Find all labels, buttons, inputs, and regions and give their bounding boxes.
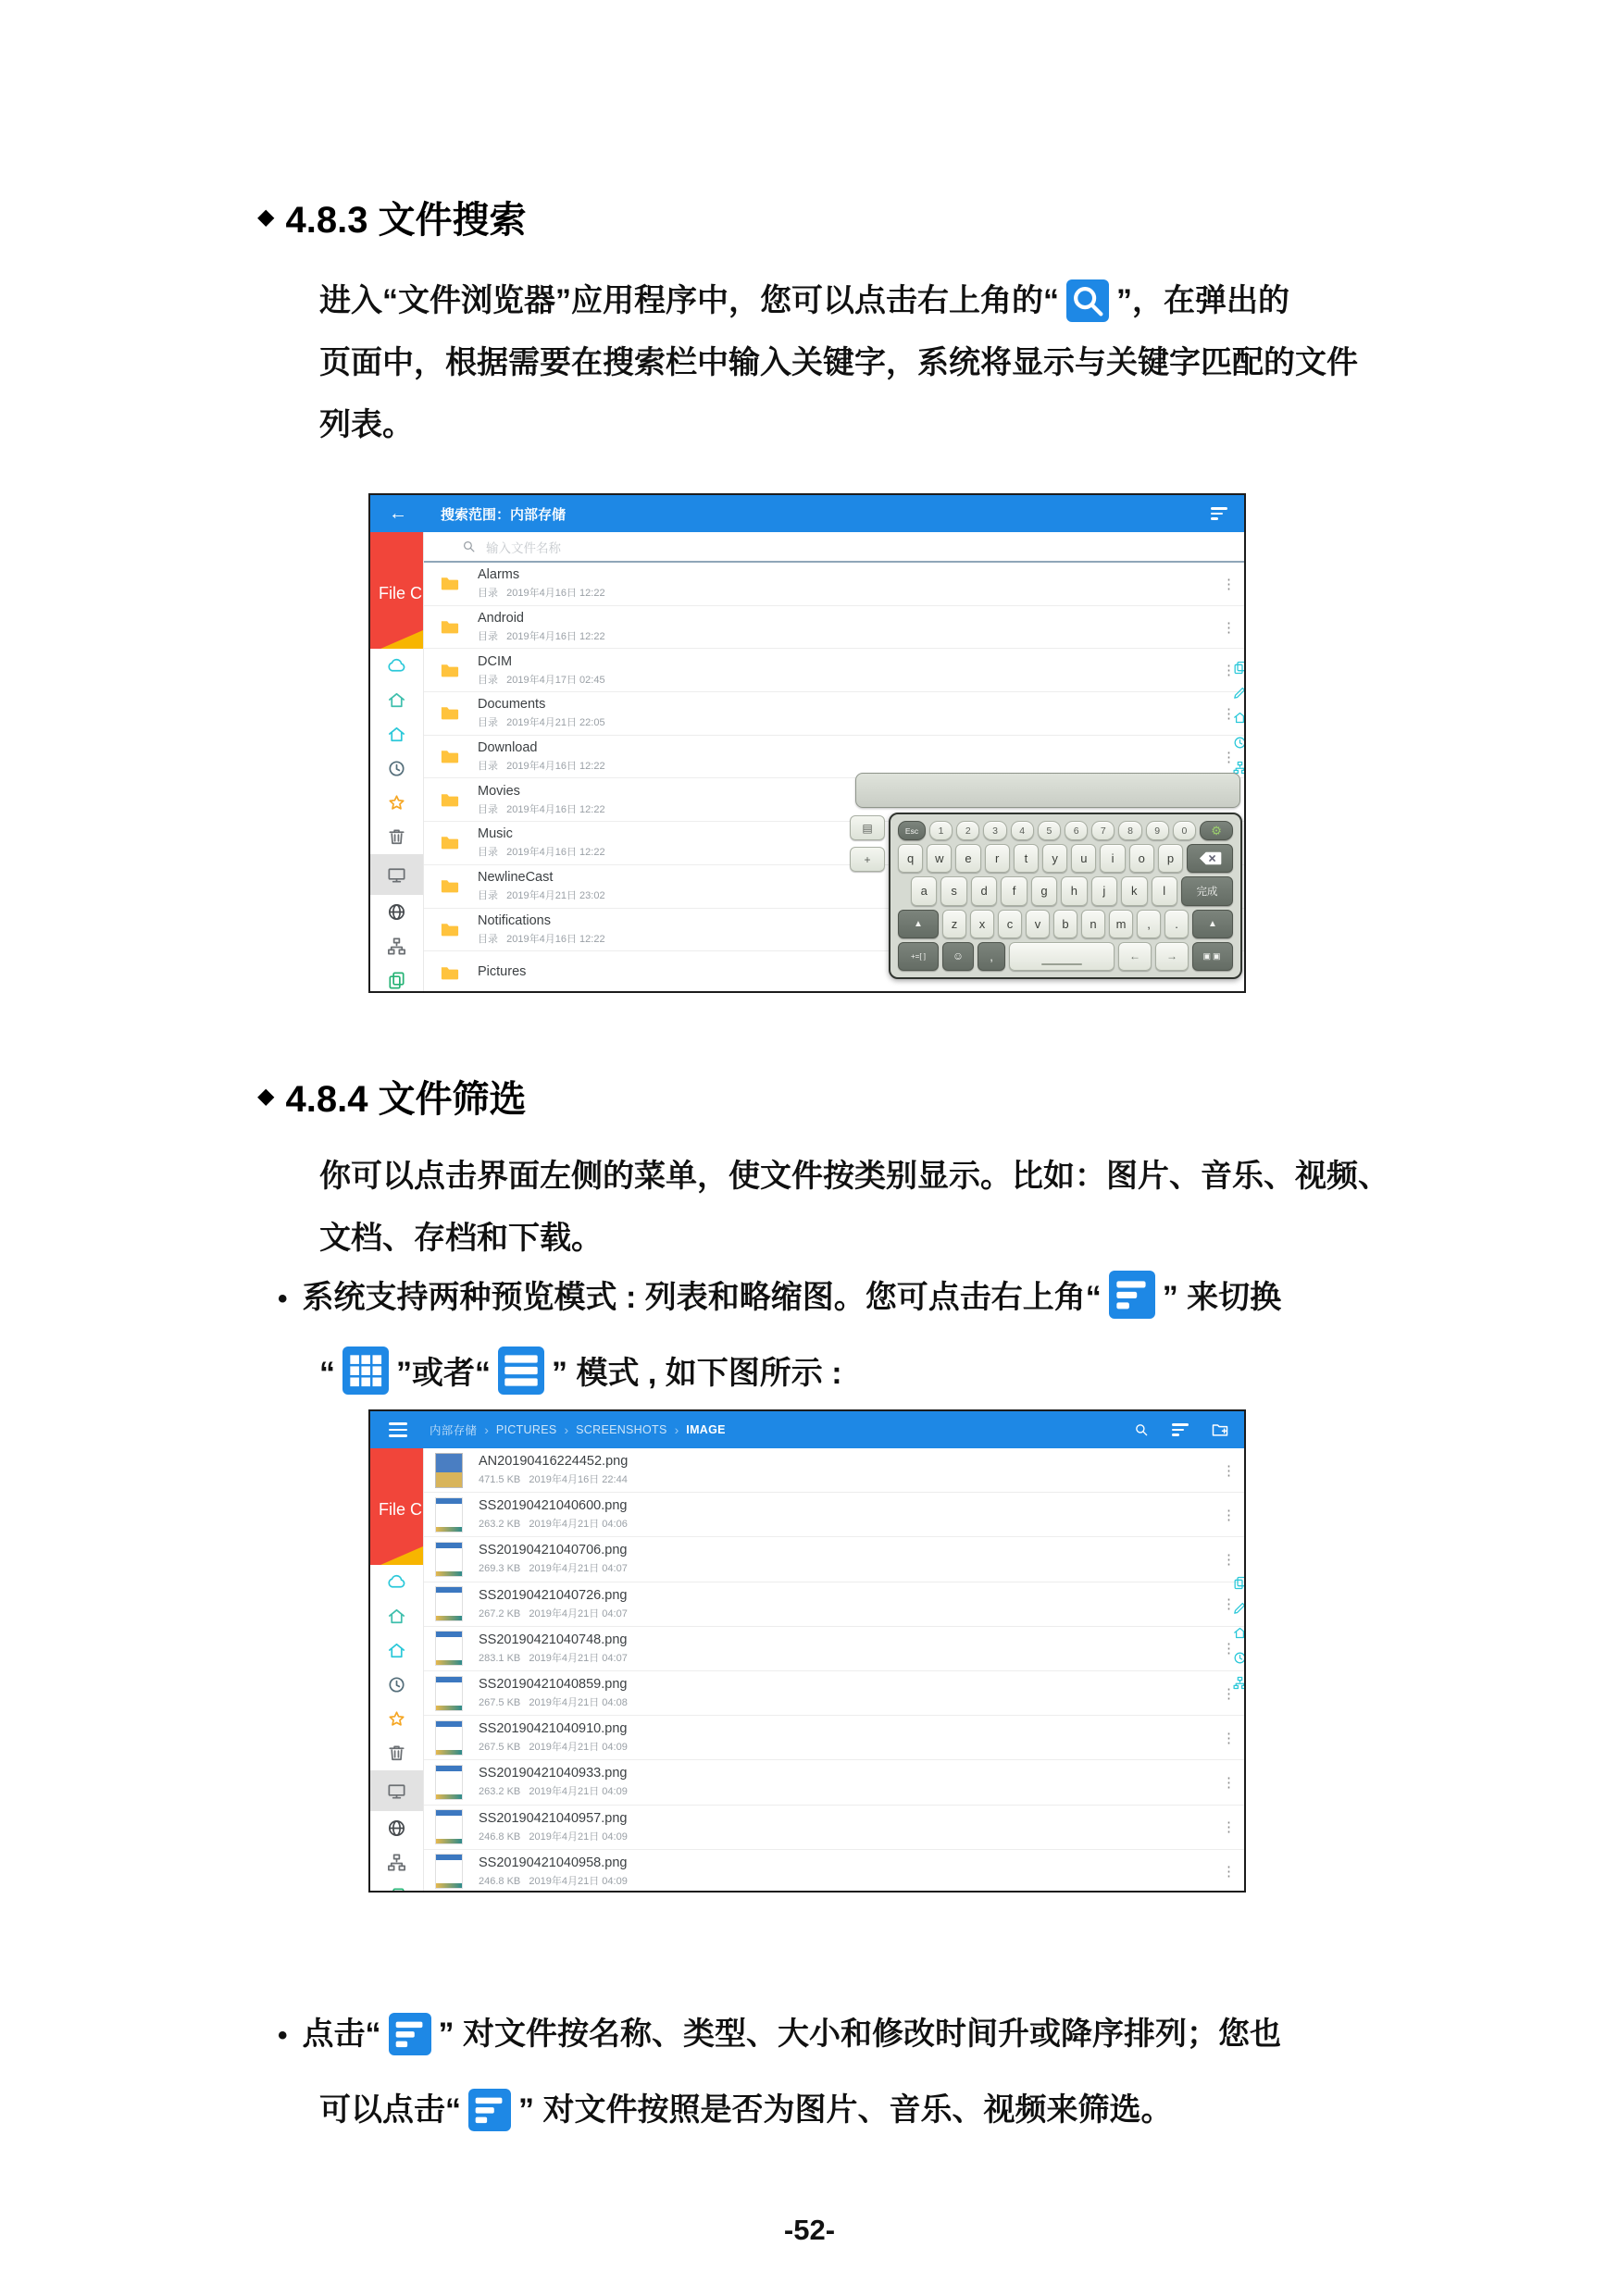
file-name: Pictures	[478, 963, 527, 979]
keyboard-row	[898, 844, 1233, 873]
key-emoji[interactable]: ☺	[942, 942, 974, 971]
file-name: Android	[478, 611, 524, 627]
search-scope-title: 搜索范围：内部存储	[441, 506, 567, 523]
key-l[interactable]: l	[1152, 876, 1177, 905]
key-shift-right[interactable]: ▲	[1192, 910, 1233, 938]
keyboard-icon-button[interactable]: ▤	[850, 815, 885, 840]
file-row[interactable]	[424, 649, 1244, 692]
screenshot-file-search	[368, 493, 1246, 993]
lan-icon	[386, 1852, 407, 1873]
key-u[interactable]: u	[1071, 844, 1096, 873]
key-comma[interactable]: ,	[978, 942, 1005, 971]
key-z[interactable]: z	[942, 910, 966, 938]
clock-edge-icon	[1232, 1650, 1246, 1666]
file-meta: 267.5 KB 2019年4月21日 04:09	[479, 1742, 628, 1754]
bullet-line	[319, 2073, 1281, 2147]
file-info	[479, 1588, 628, 1620]
key-keyboard-switch[interactable]: ▣▣	[1192, 942, 1233, 971]
logo-text: File C	[379, 1500, 423, 1519]
file-info	[479, 1677, 628, 1709]
file-thumbnail	[435, 1631, 463, 1666]
key-settings[interactable]: ⚙	[1200, 821, 1233, 840]
file-thumbnail	[435, 1586, 463, 1621]
key-o[interactable]: o	[1129, 844, 1154, 873]
key-h[interactable]: h	[1061, 876, 1087, 905]
grid-view-icon	[342, 1347, 389, 1395]
file-meta: 目录 2019年4月16日 12:22	[478, 631, 605, 643]
file-thumbnail	[435, 1453, 463, 1488]
file-info	[479, 1543, 628, 1575]
text-segment: 可以点击“	[319, 2092, 461, 2128]
file-meta: 目录 2019年4月21日 22:05	[478, 717, 605, 729]
sidebar-item-home[interactable]	[370, 717, 423, 751]
file-info	[478, 611, 605, 643]
keyboard-row	[898, 910, 1233, 938]
key-c[interactable]: c	[998, 910, 1022, 938]
keyboard-row	[898, 942, 1233, 971]
section-484-paragraph	[319, 1146, 1389, 1270]
row-overflow-icon[interactable]: ⋮	[1222, 576, 1236, 592]
row-overflow-icon[interactable]: ⋮	[1222, 1774, 1236, 1791]
key-7[interactable]: 7	[1091, 821, 1115, 840]
screenshot-file-filter	[368, 1409, 1246, 1893]
file-info	[479, 1811, 628, 1843]
keyboard-row	[911, 876, 1233, 905]
file-meta: 283.1 KB 2019年4月21日 04:07	[479, 1652, 628, 1664]
key-symbols[interactable]: +=[ ]	[898, 942, 939, 971]
folder-icon	[437, 832, 462, 853]
file-info	[478, 740, 605, 773]
text-segment: 点击“	[302, 2017, 381, 2052]
search-icon[interactable]	[1133, 1421, 1150, 1438]
row-overflow-icon[interactable]: ⋮	[1222, 619, 1236, 636]
row-overflow-icon[interactable]: ⋮	[1222, 1730, 1236, 1746]
folder-icon	[437, 573, 462, 594]
bullet-line	[278, 1260, 1281, 1336]
key-f[interactable]: f	[1001, 876, 1027, 905]
file-thumbnail	[435, 1542, 463, 1577]
file-meta: 267.2 KB 2019年4月21日 04:07	[479, 1607, 628, 1620]
file-name: NewlineCast	[478, 870, 554, 886]
text-segment: 系统支持两种预览模式 : 列表和略缩图。您可点击右上角“	[302, 1280, 1102, 1315]
bullet-line	[278, 1997, 1281, 2073]
text-segment: ” 对文件按名称、类型、大小和修改时间升或降序排列；您也	[438, 2017, 1281, 2052]
breadcrumb-separator: ›	[564, 1422, 569, 1437]
row-overflow-icon[interactable]: ⋮	[1222, 1507, 1236, 1523]
row-overflow-icon[interactable]: ⋮	[1222, 1551, 1236, 1568]
key-p[interactable]: p	[1158, 844, 1183, 873]
folder-icon	[437, 616, 462, 638]
file-meta: 目录 2019年4月16日 12:22	[478, 803, 605, 815]
key-0[interactable]: 0	[1173, 821, 1196, 840]
section-483-heading	[257, 191, 527, 243]
sidebar-icon-column	[370, 649, 423, 993]
folder-icon	[437, 875, 462, 897]
search-input[interactable]	[424, 532, 1244, 563]
file-meta: 269.3 KB 2019年4月21日 04:07	[479, 1563, 628, 1575]
row-overflow-icon[interactable]: ⋮	[1222, 749, 1236, 765]
sidebar-item-copy[interactable]	[370, 1880, 423, 1893]
text-segment: 进入“	[319, 283, 398, 318]
sidebar-item-recent[interactable]	[370, 751, 423, 786]
text-segment: ”，在弹出的	[1116, 283, 1289, 318]
key-t[interactable]: t	[1014, 844, 1039, 873]
key-m[interactable]: m	[1109, 910, 1133, 938]
text-segment: ”或者“	[396, 1356, 491, 1391]
file-info	[479, 1766, 628, 1798]
titlebar	[370, 495, 1244, 532]
network-icon	[386, 901, 407, 923]
sidebar-item-internal-storage[interactable]	[370, 854, 423, 895]
text-bold-segment: 文件浏览器	[398, 283, 555, 318]
key-,[interactable]: ,	[1137, 910, 1161, 938]
folder-icon	[437, 789, 462, 811]
file-thumbnail	[435, 1497, 463, 1533]
copy-icon	[386, 1886, 407, 1893]
breadcrumb-item[interactable]: IMAGE	[686, 1423, 726, 1436]
folder-icon	[437, 919, 462, 940]
copy-edge-icon	[1232, 1575, 1246, 1591]
logo-text: File C	[379, 584, 423, 602]
key-v[interactable]: v	[1026, 910, 1050, 938]
search-placeholder: 输入文件名称	[486, 540, 561, 555]
floating-toolbar-right	[1232, 1575, 1246, 1691]
key-w[interactable]: w	[927, 844, 952, 873]
row-overflow-icon[interactable]: ⋮	[1222, 1864, 1236, 1880]
file-meta: 目录 2019年4月16日 12:22	[478, 933, 605, 945]
sidebar-item-favorites[interactable]	[370, 1702, 423, 1736]
file-meta: 267.5 KB 2019年4月21日 04:08	[479, 1697, 628, 1709]
folder-icon	[437, 702, 462, 724]
home-edge-icon	[1232, 1625, 1246, 1641]
key-arrow-right[interactable]: →	[1155, 942, 1189, 971]
key-backspace[interactable]	[1187, 844, 1233, 873]
file-info	[478, 784, 605, 816]
key-y[interactable]: y	[1042, 844, 1067, 873]
file-name: SS20190421040748.png	[479, 1632, 628, 1647]
cloud-sync-icon	[386, 1571, 407, 1593]
sidebar-item-trash[interactable]	[370, 820, 423, 854]
key-8[interactable]: 8	[1118, 821, 1141, 840]
file-name: Documents	[478, 697, 546, 713]
file-name: SS20190421040910.png	[479, 1721, 628, 1737]
key-5[interactable]: 5	[1038, 821, 1061, 840]
favorites-icon	[386, 1708, 407, 1730]
sidebar-item-lan[interactable]	[370, 1845, 423, 1880]
recent-icon	[386, 758, 407, 779]
key-done[interactable]: 完成	[1181, 876, 1233, 905]
paragraph-line: 页面中，根据需要在搜索栏中输入关键字，系统将显示与关键字匹配的文件	[319, 345, 1358, 380]
key-e[interactable]: e	[955, 844, 980, 873]
keyboard-move-button[interactable]: +	[850, 847, 885, 872]
key-r[interactable]: r	[985, 844, 1010, 873]
sidebar-item-internal-storage[interactable]	[370, 1770, 423, 1811]
file-info	[479, 1855, 628, 1888]
file-row[interactable]	[424, 1627, 1244, 1671]
row-overflow-icon[interactable]: ⋮	[1222, 1819, 1236, 1836]
recent-icon	[386, 1674, 407, 1695]
diamond-bullet: ◆	[257, 1084, 275, 1109]
bullet-sort-filter	[278, 1997, 1281, 2147]
key-9[interactable]: 9	[1146, 821, 1169, 840]
sidebar-item-home[interactable]	[370, 1633, 423, 1668]
file-thumbnail	[435, 1720, 463, 1756]
paragraph-line: 文档、存档和下载。	[319, 1221, 603, 1256]
sidebar-item-home-edit[interactable]	[370, 1599, 423, 1633]
file-name: DCIM	[478, 653, 513, 669]
home-icon	[386, 1640, 407, 1661]
file-thumbnail	[435, 1676, 463, 1711]
key-a[interactable]: a	[911, 876, 937, 905]
file-row[interactable]	[424, 606, 1244, 650]
key-n[interactable]: n	[1081, 910, 1105, 938]
file-meta: 目录 2019年4月16日 12:22	[478, 847, 605, 859]
net-edge-icon	[1232, 1675, 1246, 1691]
key-3[interactable]: 3	[983, 821, 1006, 840]
file-row[interactable]	[424, 563, 1244, 606]
sidebar-item-cloud[interactable]	[370, 649, 423, 683]
key-arrow-left[interactable]: ←	[1118, 942, 1152, 971]
list-view-icon	[498, 1347, 544, 1395]
file-name: Download	[478, 740, 538, 756]
titlebar	[370, 1411, 1244, 1448]
folder-icon	[437, 962, 462, 984]
file-info	[479, 1632, 628, 1665]
breadcrumb-item[interactable]: 内部存储	[430, 1424, 478, 1437]
bullet-preview-modes	[278, 1260, 1281, 1410]
titlebar-actions	[1133, 1421, 1229, 1440]
file-name: SS20190421040958.png	[479, 1855, 628, 1870]
sidebar-item-favorites[interactable]	[370, 786, 423, 820]
home-edit-icon	[386, 1606, 407, 1627]
home-edit-icon	[386, 689, 407, 711]
trash-icon	[386, 826, 407, 848]
sidebar-item-network[interactable]	[370, 1811, 423, 1845]
bullet-line	[319, 1336, 1281, 1410]
diamond-bullet: ◆	[257, 205, 275, 230]
file-meta: 246.8 KB 2019年4月21日 04:09	[479, 1875, 628, 1887]
sidebar-item-recent[interactable]	[370, 1668, 423, 1702]
file-meta: 目录 2019年4月17日 02:45	[478, 674, 605, 686]
file-name: Alarms	[478, 567, 520, 583]
breadcrumb-separator: ›	[674, 1422, 679, 1437]
file-info	[479, 1721, 628, 1754]
key-x[interactable]: x	[970, 910, 994, 938]
section-484-title: 4.8.4 文件筛选	[285, 1079, 527, 1120]
file-name: SS20190421040957.png	[479, 1810, 628, 1826]
sidebar	[370, 532, 424, 991]
key-1[interactable]: 1	[929, 821, 953, 840]
file-info	[478, 654, 605, 687]
search-field-icon	[461, 539, 477, 554]
key-k[interactable]: k	[1121, 876, 1147, 905]
file-name: Movies	[478, 783, 520, 799]
file-info	[478, 913, 605, 946]
file-row[interactable]	[424, 1671, 1244, 1716]
sidebar	[370, 1448, 424, 1891]
menu-icon[interactable]	[389, 1419, 407, 1441]
file-info	[478, 870, 605, 902]
key-6[interactable]: 6	[1065, 821, 1088, 840]
folder-icon	[437, 660, 462, 681]
sort-icon[interactable]	[1211, 504, 1227, 524]
row-overflow-icon[interactable]: ⋮	[1222, 1641, 1236, 1657]
search-icon	[1066, 279, 1109, 322]
file-row[interactable]	[424, 1850, 1244, 1893]
home-edge-icon	[1232, 710, 1246, 726]
file-meta: 263.2 KB 2019年4月21日 04:06	[479, 1519, 628, 1531]
pencil-edge-icon	[1232, 685, 1246, 701]
clock-edge-icon	[1232, 735, 1246, 751]
row-overflow-icon[interactable]: ⋮	[1222, 705, 1236, 722]
file-meta: 263.2 KB 2019年4月21日 04:09	[479, 1786, 628, 1798]
file-row[interactable]	[424, 692, 1244, 736]
file-name: Notifications	[478, 912, 551, 928]
sidebar-item-home-edit[interactable]	[370, 683, 423, 717]
bullet-dot: •	[278, 2020, 288, 2051]
logo-wedge	[380, 630, 423, 649]
sidebar-icon-column	[370, 1565, 423, 1893]
sidebar-item-trash[interactable]	[370, 1736, 423, 1770]
sort-menu-icon	[389, 2013, 431, 2055]
file-name: SS20190421040933.png	[479, 1766, 628, 1781]
logo-wedge	[380, 1546, 423, 1565]
page-number: -52-	[783, 2214, 836, 2246]
sidebar-item-copy[interactable]	[370, 963, 423, 993]
file-meta: 目录 2019年4月16日 12:22	[478, 761, 605, 773]
paragraph-line: 你可以点击界面左侧的菜单，使文件按类别显示。比如：图片、音乐、视频、	[319, 1159, 1389, 1194]
file-thumbnail	[435, 1765, 463, 1800]
file-thumbnail	[435, 1854, 463, 1889]
file-info	[479, 1498, 628, 1531]
trash-icon	[386, 1743, 407, 1764]
keyboard-row	[898, 821, 1233, 840]
keyboard-candidate-bar	[855, 773, 1240, 808]
file-info	[478, 826, 605, 859]
network-icon	[386, 1818, 407, 1839]
file-info	[478, 697, 605, 729]
pencil-edge-icon	[1232, 1600, 1246, 1616]
file-row[interactable]	[424, 1716, 1244, 1760]
file-name: AN20190416224452.png	[479, 1454, 629, 1470]
sort-menu-icon	[1109, 1271, 1155, 1319]
row-overflow-icon[interactable]: ⋮	[1222, 1685, 1236, 1702]
file-meta: 246.8 KB 2019年4月21日 04:09	[479, 1831, 628, 1843]
sort-icon[interactable]	[1172, 1421, 1189, 1440]
sidebar-item-cloud[interactable]	[370, 1565, 423, 1599]
file-name: SS20190421040859.png	[479, 1677, 628, 1693]
file-info	[478, 567, 605, 600]
file-name: SS20190421040726.png	[479, 1587, 628, 1603]
key-j[interactable]: j	[1091, 876, 1117, 905]
section-484-heading	[257, 1070, 527, 1123]
paragraph-line	[319, 270, 1365, 332]
key-b[interactable]: b	[1053, 910, 1077, 938]
paragraph-line: 列表。	[319, 407, 414, 442]
favorites-icon	[386, 792, 407, 813]
row-overflow-icon[interactable]: ⋮	[1222, 663, 1236, 679]
breadcrumb-item[interactable]: PICTURES	[495, 1423, 557, 1436]
back-button[interactable]: ←	[389, 503, 407, 524]
internal-storage-icon	[386, 1781, 407, 1802]
file-name: Music	[478, 826, 513, 842]
file-meta: 471.5 KB 2019年4月16日 22:44	[479, 1474, 628, 1486]
key-esc[interactable]: Esc	[898, 821, 926, 840]
text-segment: ” 来切换	[1162, 1280, 1282, 1315]
key-.[interactable]: .	[1164, 910, 1189, 938]
text-segment: ”应用程序中，您可以点击右上角的“	[555, 283, 1059, 318]
file-commander-logo	[370, 532, 423, 649]
text-segment: “	[319, 1356, 335, 1391]
key-2[interactable]: 2	[956, 821, 979, 840]
section-483-paragraph	[319, 270, 1365, 456]
folder-icon	[437, 746, 462, 767]
key-space[interactable]	[1009, 942, 1115, 971]
file-row[interactable]	[424, 1448, 1244, 1493]
breadcrumb	[430, 1421, 726, 1438]
row-overflow-icon[interactable]: ⋮	[1222, 1462, 1236, 1479]
text-segment: ” 模式 , 如下图所示 :	[552, 1356, 842, 1391]
sidebar-item-lan[interactable]	[370, 929, 423, 963]
key-g[interactable]: g	[1031, 876, 1057, 905]
new-folder-icon[interactable]	[1211, 1421, 1229, 1439]
breadcrumb-separator: ›	[484, 1422, 489, 1437]
internal-storage-icon	[386, 864, 407, 886]
cloud-sync-icon	[386, 655, 407, 676]
bullet-dot: •	[278, 1284, 288, 1314]
file-row[interactable]	[424, 1537, 1244, 1582]
file-meta: 目录 2019年4月16日 12:22	[478, 588, 605, 600]
breadcrumb-item[interactable]: SCREENSHOTS	[576, 1423, 667, 1436]
filter-menu-icon	[468, 2089, 511, 2131]
key-q[interactable]: q	[898, 844, 923, 873]
row-overflow-icon[interactable]: ⋮	[1222, 1596, 1236, 1613]
text-segment: ” 对文件按照是否为图片、音乐、视频来筛选。	[518, 2092, 1173, 2128]
key-s[interactable]: s	[940, 876, 966, 905]
key-4[interactable]: 4	[1011, 821, 1034, 840]
home-icon	[386, 724, 407, 745]
copy-icon	[386, 970, 407, 991]
lan-icon	[386, 936, 407, 957]
file-row[interactable]	[424, 1760, 1244, 1805]
file-name: SS20190421040600.png	[479, 1498, 628, 1514]
file-thumbnail	[435, 1809, 463, 1844]
copy-edge-icon	[1232, 660, 1246, 676]
file-row[interactable]	[424, 1806, 1244, 1850]
file-row[interactable]	[424, 1582, 1244, 1627]
file-info	[479, 1454, 628, 1486]
file-info	[478, 964, 526, 982]
file-name: SS20190421040706.png	[479, 1543, 628, 1558]
onscreen-keyboard	[889, 813, 1242, 979]
file-meta: 目录 2019年4月21日 23:02	[478, 890, 605, 902]
key-shift-left[interactable]: ▲	[898, 910, 939, 938]
key-i[interactable]: i	[1100, 844, 1125, 873]
shot2-file-list	[424, 1448, 1244, 1891]
keyboard-float-buttons	[850, 815, 885, 872]
key-d[interactable]: d	[971, 876, 997, 905]
file-row[interactable]	[424, 1493, 1244, 1537]
section-483-title: 4.8.3 文件搜索	[285, 200, 527, 241]
file-commander-logo	[370, 1448, 423, 1565]
floating-toolbar-right	[1232, 660, 1246, 776]
sidebar-item-network[interactable]	[370, 895, 423, 929]
